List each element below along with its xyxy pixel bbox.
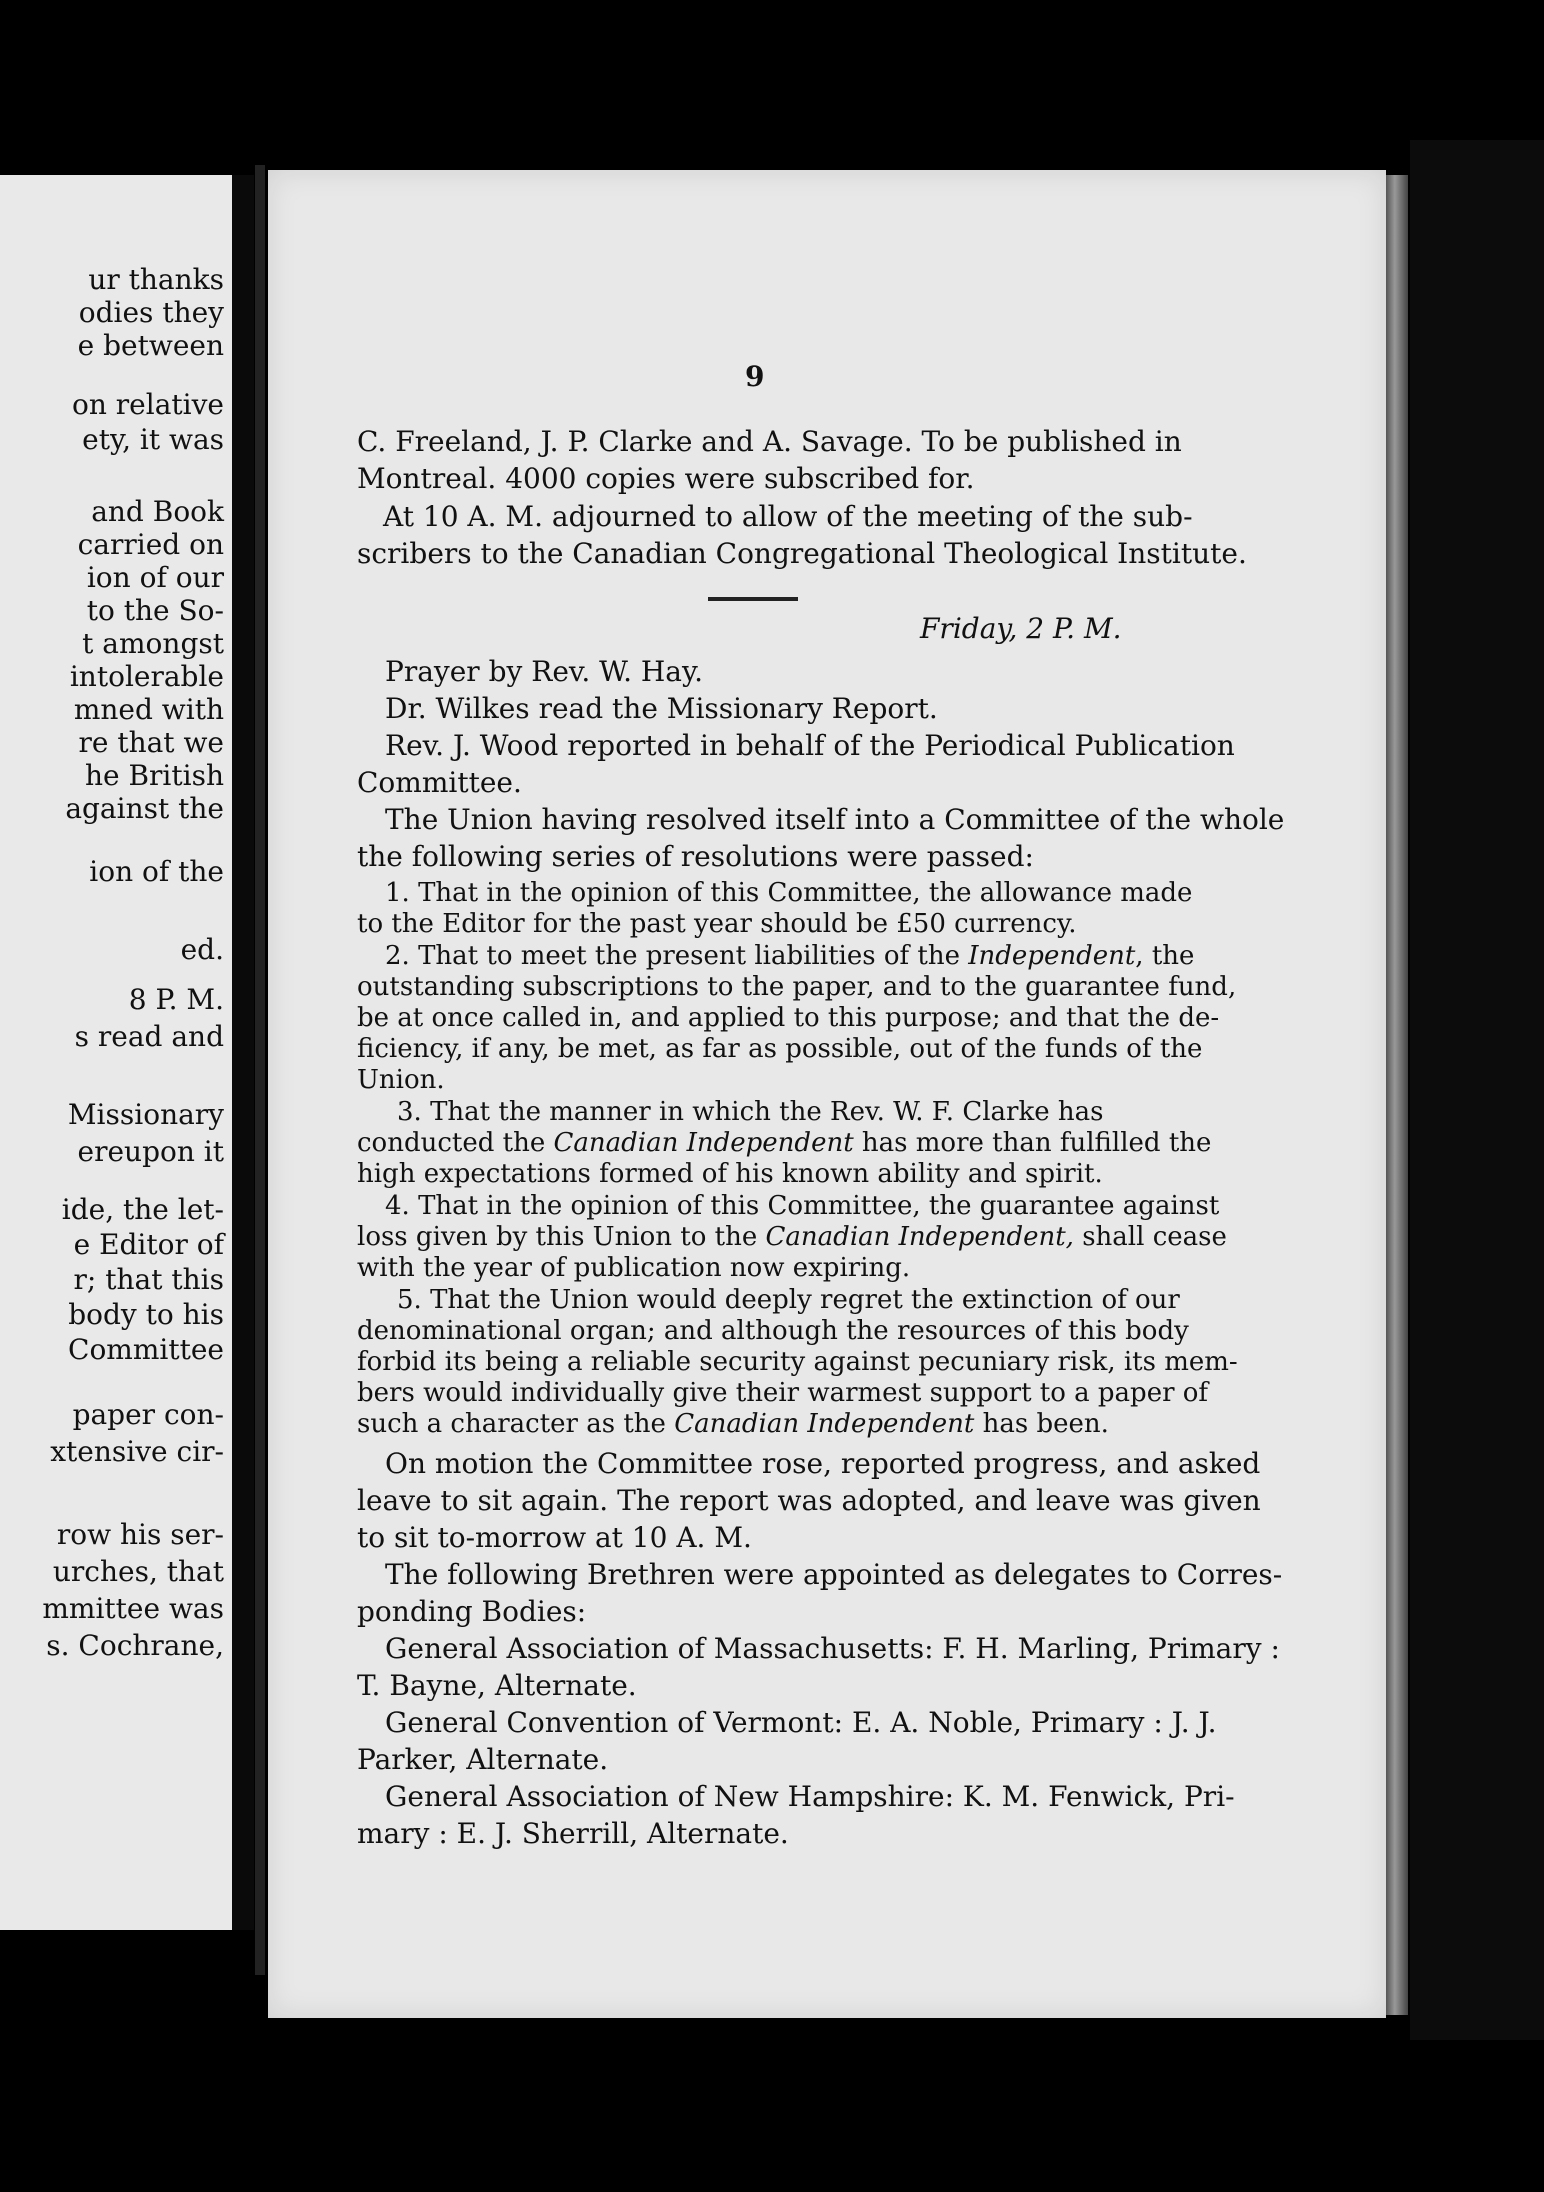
book-gutter xyxy=(255,165,265,1975)
resolution-line: ficiency, if any, be met, as far as possible, out of the funds of the xyxy=(357,1034,1203,1064)
left-page-text-fragment: mmittee was xyxy=(42,1592,224,1625)
left-page-text-fragment: xtensive cir- xyxy=(50,1435,224,1468)
paragraph-line: Committee. xyxy=(357,766,522,799)
left-page-text-fragment: e Editor of xyxy=(73,1228,224,1261)
paragraph-line: the following series of resolutions were passed: xyxy=(357,840,1034,873)
book-edge xyxy=(1410,140,1544,2040)
resolution-line: 4. That in the opinion of this Committee, the guarantee against xyxy=(385,1191,1220,1221)
resolution-line: 2. That to meet the present liabilities of the Independent, the xyxy=(385,941,1195,971)
resolution-line: high expectations formed of his known ability and spirit. xyxy=(357,1159,1103,1189)
resolution-line: to the Editor for the past year should be £50 currency. xyxy=(357,909,1077,939)
left-page-text-fragment: t amongst xyxy=(82,627,224,660)
resolution-line: conducted the Canadian Independent has more than fulfilled the xyxy=(357,1128,1212,1158)
resolution-line: 1. That in the opinion of this Committee, the allowance made xyxy=(385,878,1193,908)
delegate-line: General Association of Massachusetts: F. H. Marling, Primary : xyxy=(385,1632,1280,1665)
left-page-text-fragment: re that we xyxy=(78,726,224,759)
resolution-line: 5. That the Union would deeply regret the extinction of our xyxy=(397,1285,1180,1315)
left-page-text-fragment: body to his xyxy=(68,1298,224,1331)
resolution-line: bers would individually give their warmest support to a paper of xyxy=(357,1378,1209,1408)
left-page-text-fragment: intolerable xyxy=(69,660,224,693)
left-page-text-fragment: 8 P. M. xyxy=(128,983,224,1016)
left-page-text-fragment: Missionary xyxy=(67,1098,224,1131)
paragraph-line: scribers to the Canadian Congregational Theological Institute. xyxy=(357,537,1247,570)
delegate-line: Parker, Alternate. xyxy=(357,1743,609,1776)
left-page-text-fragment: against the xyxy=(65,792,224,825)
resolution-line: denominational organ; and although the resources of this body xyxy=(357,1316,1189,1346)
delegate-line: T. Bayne, Alternate. xyxy=(357,1669,637,1702)
resolution-line: with the year of publication now expiring. xyxy=(357,1253,911,1283)
resolution-line: loss given by this Union to the Canadian Independent, shall cease xyxy=(357,1222,1227,1252)
paragraph-line: leave to sit again. The report was adopted, and leave was given xyxy=(357,1484,1261,1517)
paragraph-line: ponding Bodies: xyxy=(357,1595,587,1628)
resolution-line: Union. xyxy=(357,1065,445,1095)
left-page-text-fragment: he British xyxy=(84,759,224,792)
left-page-text-fragment: ide, the let- xyxy=(61,1193,224,1226)
left-page-text-fragment: ion of our xyxy=(86,561,224,594)
left-page-text-fragment: mned with xyxy=(73,693,224,726)
paragraph-line: Rev. J. Wood reported in behalf of the Periodical Publication xyxy=(385,729,1235,762)
paragraph-line: to sit to-morrow at 10 A. M. xyxy=(357,1521,752,1554)
left-page-text-fragment: urches, that xyxy=(52,1555,224,1588)
left-page-text-fragment: r; that this xyxy=(73,1263,224,1296)
paragraph-line: The following Brethren were appointed as delegates to Corres- xyxy=(385,1558,1283,1591)
resolution-line: such a character as the Canadian Independent has been. xyxy=(357,1409,1109,1439)
delegate-line: General Convention of Vermont: E. A. Noble, Primary : J. J. xyxy=(385,1706,1217,1739)
paragraph-line: Prayer by Rev. W. Hay. xyxy=(385,655,703,688)
paragraph-line: Dr. Wilkes read the Missionary Report. xyxy=(385,692,938,725)
left-page-text-fragment: ety, it was xyxy=(82,423,224,456)
paragraph-line: On motion the Committee rose, reported progress, and asked xyxy=(385,1447,1261,1480)
section-rule xyxy=(708,597,798,601)
left-page-text-fragment: ereupon it xyxy=(77,1135,224,1168)
delegate-line: mary : E. J. Sherrill, Alternate. xyxy=(357,1817,789,1850)
resolution-line: forbid its being a reliable security against pecuniary risk, its mem- xyxy=(357,1347,1238,1377)
page-right-edge xyxy=(1386,175,1408,2015)
resolution-line: be at once called in, and applied to this purpose; and that the de- xyxy=(357,1003,1220,1033)
paragraph-line: At 10 A. M. adjourned to allow of the meeting of the sub- xyxy=(383,500,1193,533)
left-page-text-fragment: to the So- xyxy=(86,594,224,627)
left-page-text-fragment: and Book xyxy=(91,495,224,528)
left-page-text-fragment: s read and xyxy=(74,1020,224,1053)
section-heading: Friday, 2 P. M. xyxy=(920,612,1122,645)
left-page-fragment xyxy=(0,175,232,1930)
left-page-text-fragment: ed. xyxy=(180,933,224,966)
resolution-line: 3. That the manner in which the Rev. W. F. Clarke has xyxy=(397,1097,1104,1127)
paragraph-line: C. Freeland, J. P. Clarke and A. Savage. To be published in xyxy=(357,425,1182,458)
left-page-text-fragment: s. Cochrane, xyxy=(46,1629,224,1662)
left-page-text-fragment: row his ser- xyxy=(56,1518,224,1551)
left-page-edge xyxy=(232,175,254,1930)
paragraph-line: Montreal. 4000 copies were subscribed for. xyxy=(357,462,975,495)
left-page-text-fragment: Committee xyxy=(68,1333,224,1366)
left-page-text-fragment: e between xyxy=(77,329,224,362)
left-page-text-fragment: carried on xyxy=(77,528,224,561)
resolution-line: outstanding subscriptions to the paper, and to the guarantee fund, xyxy=(357,972,1237,1002)
paragraph-line: The Union having resolved itself into a Committee of the whole xyxy=(385,803,1285,836)
delegate-line: General Association of New Hampshire: K. M. Fenwick, Pri- xyxy=(385,1780,1235,1813)
left-page-text-fragment: ion of the xyxy=(89,855,224,888)
left-page-text-fragment: ur thanks xyxy=(88,263,224,296)
left-page-text-fragment: on relative xyxy=(72,388,224,421)
left-page-text-fragment: odies they xyxy=(78,296,224,329)
page-number: 9 xyxy=(745,360,765,393)
left-page-text-fragment: paper con- xyxy=(72,1398,224,1431)
